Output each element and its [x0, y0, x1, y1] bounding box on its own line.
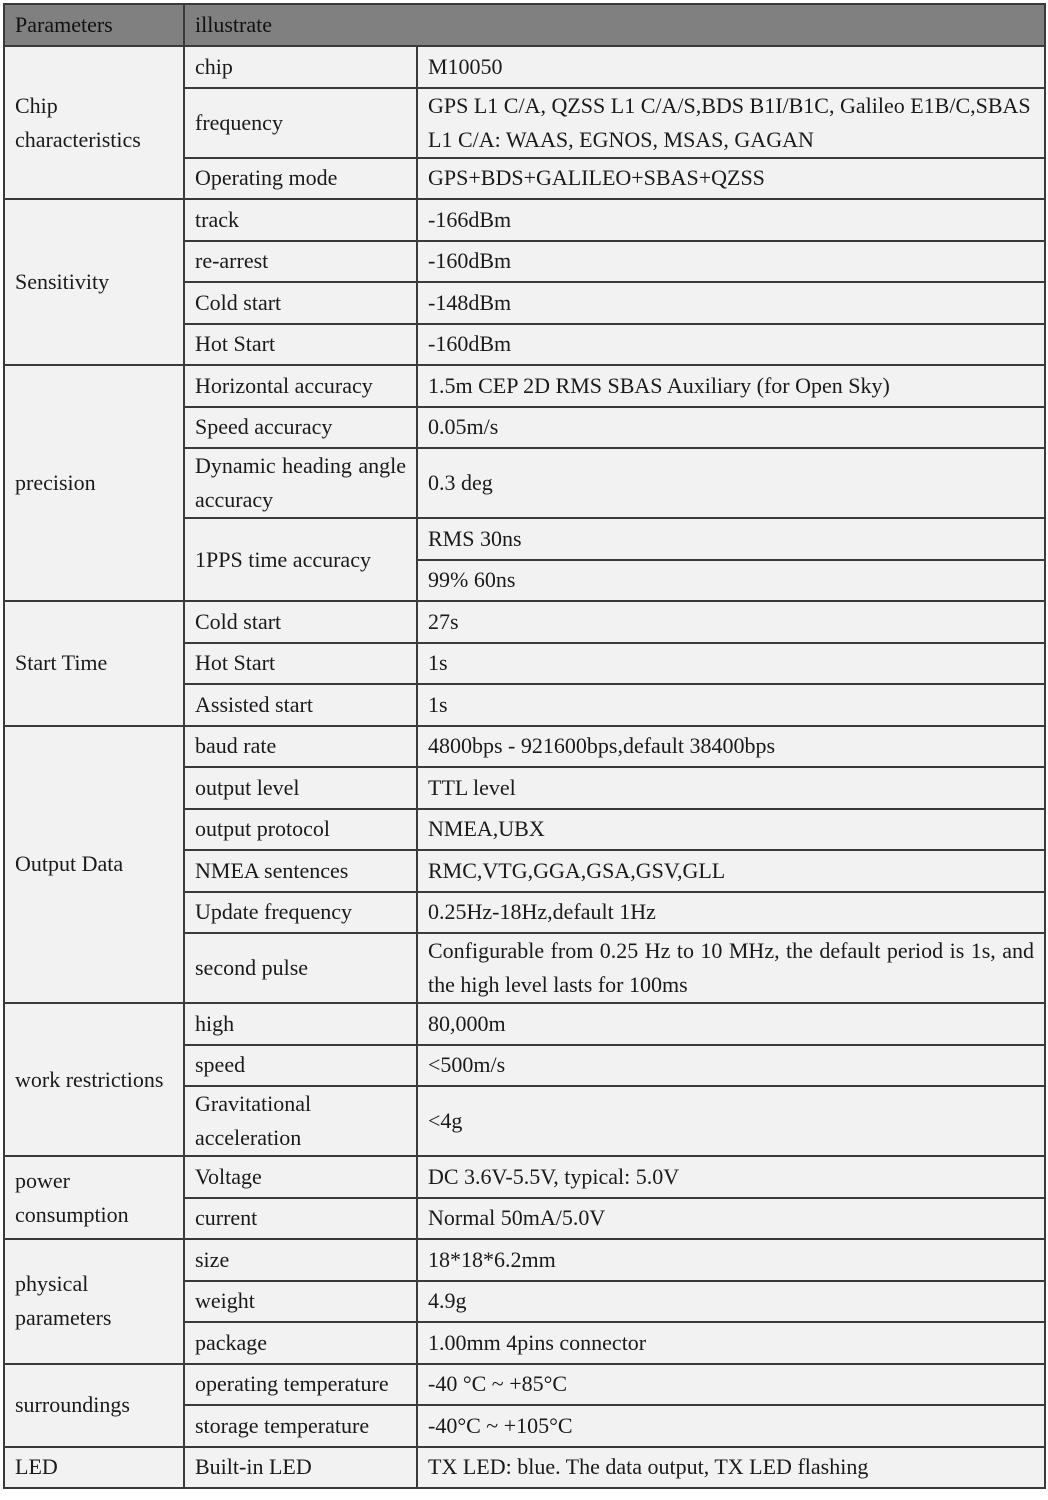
param-value: TTL level: [417, 767, 1045, 809]
param-value: 99% 60ns: [417, 560, 1045, 602]
param-name: Built-in LED: [184, 1447, 417, 1489]
param-name: second pulse: [184, 933, 417, 1003]
category-surroundings: surroundings: [4, 1364, 184, 1447]
param-value: M10050: [417, 46, 1045, 88]
param-name: output level: [184, 767, 417, 809]
param-name: NMEA sentences: [184, 850, 417, 892]
table-row: [4, 1364, 1045, 1406]
param-value: 1.5m CEP 2D RMS SBAS Auxiliary (for Open Sky): [417, 365, 1045, 407]
spec-table: [3, 3, 1046, 1489]
param-value: 4800bps - 921600bps,default 38400bps: [417, 726, 1045, 768]
param-name: Horizontal accuracy: [184, 365, 417, 407]
param-name: Update frequency: [184, 892, 417, 934]
table-row: [4, 1156, 1045, 1198]
param-value: TX LED: blue. The data output, TX LED flashing: [417, 1447, 1045, 1489]
category-start-time: Start Time: [4, 601, 184, 726]
param-name: Hot Start: [184, 643, 417, 685]
category-chip: Chip characteristics: [4, 46, 184, 199]
param-value: RMC,VTG,GGA,GSA,GSV,GLL: [417, 850, 1045, 892]
param-value: <4g: [417, 1086, 1045, 1156]
category-sensitivity: Sensitivity: [4, 199, 184, 365]
param-value: 1s: [417, 643, 1045, 685]
category-power-consumption: power consumption: [4, 1156, 184, 1239]
param-name: storage temperature: [184, 1405, 417, 1447]
param-name: package: [184, 1322, 417, 1364]
param-value: 0.05m/s: [417, 407, 1045, 449]
param-name: current: [184, 1198, 417, 1240]
header-illustrate: illustrate: [184, 4, 1045, 46]
param-name: 1PPS time accuracy: [184, 518, 417, 601]
param-value: Configurable from 0.25 Hz to 10 MHz, the default period is 1s, and the high level lasts for 100ms: [417, 933, 1045, 1003]
category-precision: precision: [4, 365, 184, 601]
param-value: -40°C ~ +105°C: [417, 1405, 1045, 1447]
param-value: Normal 50mA/5.0V: [417, 1198, 1045, 1240]
param-name: output protocol: [184, 809, 417, 851]
param-name: Assisted start: [184, 684, 417, 726]
header-parameters: Parameters: [4, 4, 184, 46]
param-name: Cold start: [184, 282, 417, 324]
param-value: 4.9g: [417, 1281, 1045, 1323]
param-value: 0.25Hz-18Hz,default 1Hz: [417, 892, 1045, 934]
param-value: 18*18*6.2mm: [417, 1239, 1045, 1281]
table-row: [4, 199, 1045, 241]
category-work-restrictions: work restrictions: [4, 1003, 184, 1156]
param-name: Speed accuracy: [184, 407, 417, 449]
param-value: NMEA,UBX: [417, 809, 1045, 851]
table-row: [4, 601, 1045, 643]
param-value: -160dBm: [417, 324, 1045, 366]
table-row: [4, 365, 1045, 407]
param-name: Voltage: [184, 1156, 417, 1198]
param-value: -40 °C ~ +85°C: [417, 1364, 1045, 1406]
param-name: baud rate: [184, 726, 417, 768]
table-row: [4, 1003, 1045, 1045]
param-name: re-arrest: [184, 241, 417, 283]
param-name: Cold start: [184, 601, 417, 643]
table-row: [4, 1239, 1045, 1281]
param-name: frequency: [184, 88, 417, 158]
param-value: 27s: [417, 601, 1045, 643]
param-value: <500m/s: [417, 1045, 1045, 1087]
param-value: 0.3 deg: [417, 448, 1045, 518]
category-output-data: Output Data: [4, 726, 184, 1004]
param-value: -160dBm: [417, 241, 1045, 283]
param-value: 1.00mm 4pins connector: [417, 1322, 1045, 1364]
category-led: LED: [4, 1447, 184, 1489]
param-name: Operating mode: [184, 158, 417, 200]
param-name: Dynamic heading angle accuracy: [184, 448, 417, 518]
param-name: chip: [184, 46, 417, 88]
param-value: -166dBm: [417, 199, 1045, 241]
table-row: [4, 46, 1045, 88]
param-value: DC 3.6V-5.5V, typical: 5.0V: [417, 1156, 1045, 1198]
param-name: size: [184, 1239, 417, 1281]
param-name: operating temperature: [184, 1364, 417, 1406]
param-value: GPS+BDS+GALILEO+SBAS+QZSS: [417, 158, 1045, 200]
param-value: RMS 30ns: [417, 518, 1045, 560]
param-name: weight: [184, 1281, 417, 1323]
param-name: track: [184, 199, 417, 241]
param-name: Gravitational acceleration: [184, 1086, 417, 1156]
param-name: high: [184, 1003, 417, 1045]
table-row: [4, 726, 1045, 768]
category-physical-parameters: physical parameters: [4, 1239, 184, 1364]
param-value: GPS L1 C/A, QZSS L1 C/A/S,BDS B1I/B1C, Galileo E1B/C,SBAS L1 C/A: WAAS, EGNOS, MSAS, GAGAN: [417, 88, 1045, 158]
param-value: 80,000m: [417, 1003, 1045, 1045]
param-name: speed: [184, 1045, 417, 1087]
header-row: [4, 4, 1045, 46]
param-value: 1s: [417, 684, 1045, 726]
param-name: Hot Start: [184, 324, 417, 366]
table-row: [4, 1447, 1045, 1489]
param-value: -148dBm: [417, 282, 1045, 324]
